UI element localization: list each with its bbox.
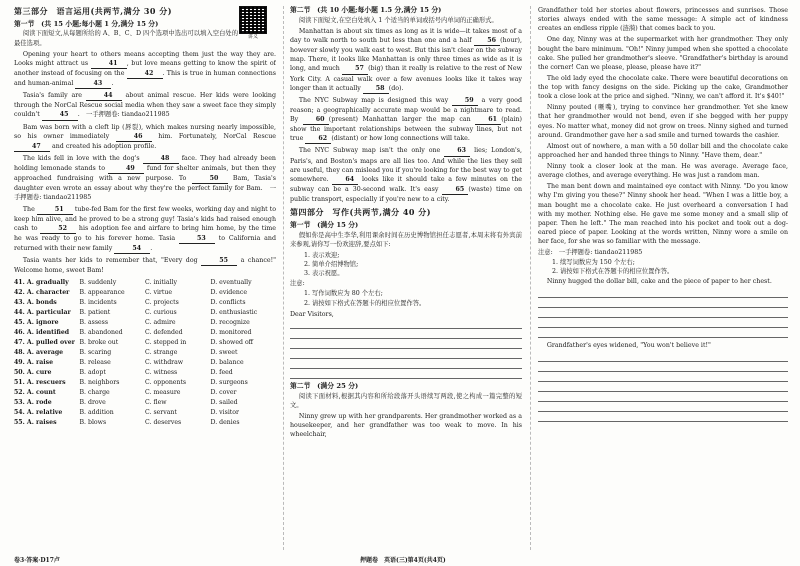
option-choice[interactable]: C. virtue: [145, 288, 173, 296]
salutation: Dear Visitors,: [290, 310, 334, 318]
option-choice[interactable]: C. opponents: [145, 378, 187, 386]
option-choice[interactable]: 41. A. gradually: [14, 278, 69, 286]
grammar-paragraph-3: The NYC Subway map isn't the only one 63 lies; London's, Paris's, and Boston's maps are all lies too. And while the lies they sell are useful, they can mislead you if you're looking for the best way to get somewhere. 64 looks like it should take a few minutes on the subway can be a 30-second walk. It's easy 65 (waste) time on public transport, especially if you're new to a city.: [290, 147, 522, 204]
option-choice[interactable]: B. release: [79, 358, 111, 366]
writing2-heading: 第二节 (满分 25 分): [290, 381, 359, 390]
continuation-start-2: Grandfather's eyes widened, "You won't believe it!": [546, 341, 711, 349]
story-paragraph-2: One day, Ninny was at the supermarket with her grandmother. They only bought the bare minimum. "Oh!" Ninny jumped when she spotted a chocolate cake. She pulled her grandmother's sleeve. "Grandfather's birthday is around the corner! Can we please, please, please have it?": [538, 36, 788, 71]
option-choice[interactable]: D. visitor: [210, 408, 239, 416]
option-row: [14, 308, 276, 318]
blank-64[interactable]: 64: [332, 175, 358, 185]
column-reading-cloze: [14, 6, 276, 550]
option-choice[interactable]: D. cover: [210, 388, 237, 396]
option-choice[interactable]: B. drove: [79, 398, 106, 406]
story-paragraph-5: Almost out of nowhere, a man with a 50 dollar bill and the chocolate cake approached her and handed three things to Ninny. "Have them, dear.": [538, 142, 788, 159]
footer-left: 卷3·答案·D17卢: [14, 557, 60, 564]
option-choice[interactable]: D. monitored: [210, 328, 252, 336]
blank-51[interactable]: 51: [37, 205, 73, 215]
continuation-notes-header: 注意: 一手押题卷: tiandao211985: [538, 249, 643, 257]
blank-48[interactable]: 48: [143, 154, 179, 164]
column-divider: [283, 6, 284, 550]
option-row: [14, 388, 276, 398]
option-choice[interactable]: B. incidents: [79, 298, 117, 306]
continuation-notes: 1. 续写词数应为 150 个左右; 2. 请按如下格式在答题卡的相应位置作答。: [552, 259, 674, 276]
section1-instructions: 阅读下面短文,从每题所给的 A、B、C、D 四个选项中选出可以填入空白处的最佳选项。: [14, 30, 238, 47]
option-row: [14, 338, 276, 348]
blank-56[interactable]: 56: [474, 36, 500, 46]
blank-58[interactable]: 58: [363, 84, 389, 94]
option-choice[interactable]: 46. A. identified: [14, 328, 70, 336]
option-choice[interactable]: 50. A. cure: [14, 368, 52, 376]
blank-62[interactable]: 62: [305, 134, 331, 144]
section1-heading: 第一节 (共 15 小题;每小题 1 分,满分 15 分): [14, 19, 159, 28]
option-row: [14, 318, 276, 328]
option-choice[interactable]: B. patient: [79, 308, 111, 316]
option-choice[interactable]: 47. A. pulled over: [14, 338, 75, 346]
blank-54[interactable]: 54: [114, 244, 150, 254]
option-choice[interactable]: D. conflicts: [210, 298, 246, 306]
blank-42[interactable]: 42: [127, 69, 163, 79]
option-choice[interactable]: C. flew: [145, 398, 167, 406]
option-row: [14, 358, 276, 368]
blank-65[interactable]: 65: [442, 185, 468, 195]
option-choice[interactable]: D. eventually: [210, 278, 252, 286]
grammar-paragraph-1: Manhattan is about six times as long as it is wide—it takes most of a day to walk north to south but less than one and a half 56 (hour), however slowly you walk east to west. But this isn't clear on the subway map. There, it looks like Manhattan is only three times as wide as it is long, and much 57 (big) than it really is relative to the rest of New York City. A casual walk over a few avenues looks like it takes way longer than it actually 58 (do).: [290, 27, 522, 94]
blank-50[interactable]: 50: [192, 174, 228, 184]
option-choice[interactable]: 51. A. rescuers: [14, 378, 66, 386]
blank-57[interactable]: 57: [342, 64, 368, 74]
option-row: [14, 418, 276, 428]
option-choice[interactable]: B. adopt: [79, 368, 106, 376]
option-choice[interactable]: D. balance: [210, 358, 244, 366]
story-paragraph-3: The old lady eyed the chocolate cake. There were beautiful decorations on the top with fancy designs on the side. Picking up the cake, Grandmother took a close look at the price and sighed. "Ninny, we can't afford it. It's $40!": [538, 74, 788, 101]
option-row: [14, 348, 276, 358]
story-paragraph-4: Ninny pouted (噘嘴), trying to convince her grandmother. Yet she knew that her grandmother would not bend, even if she begged with her puppy eyes. No matter what, money did not grow on trees. Ninny sighed and turned around. Grandmother gave her a sad smile and turned towards the cashier.: [538, 104, 788, 139]
option-choice[interactable]: D. sailed: [210, 398, 238, 406]
option-choice[interactable]: 42. A. character: [14, 288, 70, 296]
cloze-paragraph-4: The kids fell in love with the dog's 48 face. They had already been holding lemonade stands to 49 fund for shelter animals, but then they approached fundraising with a new purpose. To 50 Bam, Tasia's daughter even wrote an essay about why they're the perfect family for Bam. 一手押题卷: tiandao211985: [14, 154, 276, 202]
qr-code-icon: [239, 6, 267, 34]
part3-title: 第三部分 语言运用(共两节,满分 30 分): [14, 6, 173, 16]
option-choice[interactable]: C. initially: [145, 278, 177, 286]
blank-41[interactable]: 41: [91, 59, 127, 69]
column-continuation: [538, 6, 788, 550]
blank-43[interactable]: 43: [75, 79, 111, 89]
writing1-answer-area[interactable]: [290, 319, 522, 379]
option-choice[interactable]: 54. A. relative: [14, 408, 63, 416]
option-choice[interactable]: C. defended: [145, 328, 183, 336]
option-row: [14, 398, 276, 408]
grammar-paragraph-2: The NYC Subway map is designed this way 59 a very good reason; a geographically accurate map would be a nightmare to read. By 60 (present) Manhattan larger the map can 61 (plain) show the important relationships between the subway lines, but not true 62 (distant) or how long connections will take.: [290, 96, 522, 145]
blank-44[interactable]: 44: [86, 91, 122, 101]
story-paragraph-7: The man bent down and maintained eye contact with Ninny. "Do you know why I'm giving you these?" Ninny shook her head. "When I was a little boy, a man bought me a chocolate cake. He just overheard a conversation I had with my mother. Nothing else. He gave me some money and a small slip of paper. Then he left." The man reached into his pocket and took out a dog-eared piece of paper. Looking at the words written, Ninny wore a smile on her face, for she was so familiar with the message.: [538, 183, 788, 245]
story-paragraph-1: Grandfather told her stories about flowers, princesses and sunrises. Those stories always ended with the same message: A simple act of kindness creates an endless ripple (涟漪) that comes back to you.: [538, 7, 788, 33]
option-choice[interactable]: C. projects: [145, 298, 179, 306]
option-choice[interactable]: B. appearance: [79, 288, 125, 296]
blank-59[interactable]: 59: [452, 96, 478, 106]
option-choice[interactable]: D. recognize: [210, 318, 250, 326]
option-choice[interactable]: C. deserves: [145, 418, 182, 426]
section2-heading: 第二节 (共 10 小题;每小题 1.5 分,满分 15 分): [290, 6, 442, 14]
option-row: [14, 328, 276, 338]
option-choice[interactable]: D. denies: [210, 418, 240, 426]
option-row: [14, 368, 276, 378]
option-row: [14, 408, 276, 418]
blank-46[interactable]: 46: [116, 132, 152, 142]
cloze-paragraph-1: Opening your heart to others means accepting them just the way they are. Looks might attract us 41 , but love means getting to know the spirit of another instead of focusing on the 42 . This is true in human connections and human-animal 43 .: [14, 50, 276, 90]
option-choice[interactable]: C. measure: [145, 388, 181, 396]
option-choice[interactable]: D. showed off: [210, 338, 254, 346]
option-choice[interactable]: 43. A. bonds: [14, 298, 57, 306]
blank-55[interactable]: 55: [201, 256, 237, 266]
blank-47[interactable]: 47: [14, 142, 50, 152]
option-choice[interactable]: B. scaring: [79, 348, 112, 356]
option-choice[interactable]: C. witness: [145, 368, 178, 376]
option-choice[interactable]: D. evidence: [210, 288, 248, 296]
option-choice[interactable]: 53. A. rode: [14, 398, 52, 406]
blank-63[interactable]: 63: [444, 146, 470, 156]
cloze-paragraph-6: Tasia wants her kids to remember that, "Every dog 55 a chance!" Welcome home, sweet Bam!: [14, 257, 276, 275]
continuation-answer-area-2[interactable]: [538, 352, 788, 422]
option-choice[interactable]: 49. A. raise: [14, 358, 54, 366]
story-start: Ninny grew up with her grandparents. Her grandmother worked as a housekeeper, and her grandfather was too weak to move. In his wheelchair,: [290, 412, 522, 439]
blank-45[interactable]: 45: [42, 110, 78, 120]
column-grammar-writing: [290, 6, 522, 550]
writing1-heading: 第一节 (满分 15 分): [290, 220, 359, 229]
cloze-paragraph-3: Bam was born with a cleft lip (唇裂), which makes nursing nearly impossible, so his owner immediately 46 him. Fortunately, NorCal Rescue 47 and created his adoption profile.: [14, 123, 276, 152]
option-choice[interactable]: D. surgeons: [210, 378, 248, 386]
writing1-points: 1. 表示欢迎; 2. 简单介绍博物馆; 3. 表示祝愿。: [304, 251, 359, 278]
part4-title: 第四部分 写作(共两节,满分 40 分): [290, 207, 432, 218]
option-choice[interactable]: 48. A. average: [14, 348, 64, 356]
blank-49[interactable]: 49: [108, 164, 144, 174]
section2-instructions: 阅读下面短文,在空白处填入 1 个适当的单词或括号内单词的正确形式。: [298, 16, 498, 24]
cloze-paragraph-5: The 51 tube-fed Bam for the first few weeks, working day and night to keep him alive, and he proved to be a strong guy! Tasia's kids had raised enough cash to 52 his adoption fee and airfare to bring him home, by the time he was ready to go to his forever home. Tasia 53 to California and returned with their new family 54 .: [14, 205, 276, 255]
option-choice[interactable]: 45. A. ignore: [14, 318, 59, 326]
option-choice[interactable]: B. charge: [79, 388, 110, 396]
option-choice[interactable]: D. sweet: [210, 348, 238, 356]
writing1-notes: 1. 写作词数应为 80 个左右; 2. 请按如下格式在答题卡的相应位置作答。: [304, 290, 426, 307]
option-choice[interactable]: 55. A. raises: [14, 418, 57, 426]
blank-60[interactable]: 60: [303, 115, 329, 125]
option-choice[interactable]: C. servant: [145, 408, 177, 416]
footer-page-number: 押题卷 英语(三)第4页(共4页): [360, 557, 446, 564]
option-choice[interactable]: D. feed: [210, 368, 233, 376]
qr-code: 讲义: [236, 6, 270, 42]
writing2-instructions: 阅读下面材料,根据其内容和所给段落开头语续写两段,使之构成一篇完整的短文。: [290, 392, 522, 409]
options-table: [14, 278, 276, 428]
note-label: 注意:: [290, 280, 305, 288]
continuation-start-1: Ninny hugged the dollar bill, cake and the piece of paper to her chest.: [546, 277, 772, 285]
option-choice[interactable]: C. admire: [145, 318, 176, 326]
option-row: [14, 298, 276, 308]
option-row: [14, 288, 276, 298]
option-choice[interactable]: B. broke out: [79, 338, 119, 346]
option-choice[interactable]: B. assess: [79, 318, 109, 326]
option-choice[interactable]: C. withdraw: [145, 358, 184, 366]
option-choice[interactable]: 52. A. count: [14, 388, 56, 396]
option-choice[interactable]: C. curious: [145, 308, 177, 316]
watermark-text: 一手押题卷: tiandao211985: [558, 249, 643, 257]
column-divider: [530, 6, 531, 550]
option-row: [14, 378, 276, 388]
option-choice[interactable]: B. suddenly: [79, 278, 117, 286]
option-choice[interactable]: B. blows: [79, 418, 107, 426]
cloze-paragraph-2: Tasia's family are 44 about animal rescue. Her kids were looking through the NorCal Rescue social media when they saw a sweet face they simply couldn't 45 . 一手押题卷: tiandao211985: [14, 91, 276, 120]
option-choice[interactable]: 44. A. particular: [14, 308, 71, 316]
blank-53[interactable]: 53: [179, 234, 215, 244]
blank-52[interactable]: 52: [40, 224, 76, 234]
option-choice[interactable]: C. strange: [145, 348, 178, 356]
story-paragraph-6: Ninny took a closer look at the man. He was average. Average face, average clothes, and average everything. He was just a random man.: [538, 163, 788, 180]
option-choice[interactable]: B. neighbors: [79, 378, 120, 386]
writing1-instructions: 假如你是高中生李华,利用课余时间在历史博物馆担任志愿者,本周末将有外宾前来参观,请你写一份欢迎辞,要点如下:: [290, 231, 522, 248]
blank-61[interactable]: 61: [475, 115, 501, 125]
option-choice[interactable]: B. addition: [79, 408, 114, 416]
option-choice[interactable]: C. stepped in: [145, 338, 187, 346]
option-choice[interactable]: D. enthusiastic: [210, 308, 258, 316]
option-row: [14, 278, 276, 288]
continuation-answer-area-1[interactable]: [538, 288, 788, 338]
option-choice[interactable]: B. abandoned: [79, 328, 123, 336]
